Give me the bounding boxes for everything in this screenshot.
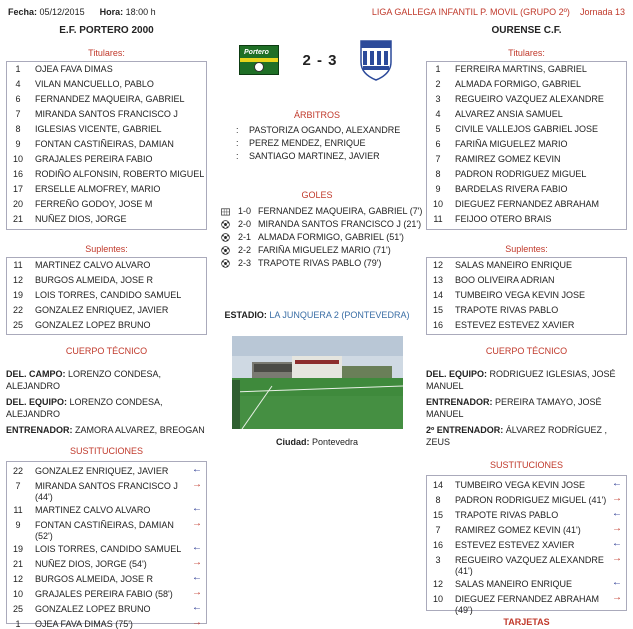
sub-name[interactable]: GONZALEZ LOPEZ BRUNO (35, 604, 151, 614)
goles-title: GOLES (301, 190, 333, 200)
hora-value: 18:00 h (125, 7, 156, 17)
player-name[interactable]: FONTAN CASTIÑEIRAS, DAMIAN (35, 139, 174, 149)
player-number: 25 (12, 320, 23, 330)
sub-name[interactable]: GRAJALES PEREIRA FABIO (58') (35, 589, 173, 599)
goal-score: 1-0 (238, 206, 252, 216)
home-staff-title: CUERPO TÉCNICO (65, 346, 148, 356)
home-suplentes-section (6, 244, 207, 335)
sub-number: 10 (12, 589, 23, 599)
player-number: 14 (432, 290, 443, 300)
referee-name: PASTORIZA OGANDO, ALEXANDRE (249, 125, 401, 135)
referee-row (216, 137, 418, 150)
away-tarjetas-section (426, 617, 627, 627)
player-number: 16 (432, 320, 443, 330)
date-time (8, 7, 156, 17)
sub-number: 1 (15, 619, 21, 629)
substitution-row[interactable] (7, 479, 206, 503)
arbitros-list (216, 124, 418, 163)
player-number: 8 (435, 169, 441, 179)
arrow-left-icon: ← (192, 572, 202, 583)
staff-name: ZAMORA ALVAREZ, BREOGAN (72, 425, 205, 435)
goal-row (216, 231, 418, 244)
sub-number: 10 (432, 594, 443, 604)
player-number: 9 (15, 139, 21, 149)
ball-icon (221, 246, 230, 255)
sub-number: 15 (432, 510, 443, 520)
player-name[interactable]: FEIJOO OTERO BRAIS (455, 214, 552, 224)
sub-number: 16 (432, 540, 443, 550)
player-row[interactable] (7, 288, 206, 303)
sub-name[interactable]: LOIS TORRES, CANDIDO SAMUEL (35, 544, 182, 554)
player-name[interactable]: BOO OLIVEIRA ADRIAN (455, 275, 555, 285)
player-row[interactable] (427, 92, 626, 107)
staff-role: 2º ENTRENADOR: (426, 425, 504, 435)
sub-name[interactable]: PADRON RODRIGUEZ MIGUEL (41') (455, 495, 607, 505)
player-number: 7 (435, 154, 441, 164)
home-titulares-list (6, 61, 207, 230)
player-name[interactable]: GONZALEZ ENRIQUEZ, JAVIER (35, 305, 169, 315)
colon: : (236, 125, 239, 135)
substitution-row[interactable] (427, 478, 626, 493)
fecha-label: Fecha: (8, 7, 38, 17)
player-row[interactable] (427, 152, 626, 167)
jornada: Jornada 13 (579, 7, 625, 17)
estadio-label: ESTADIO: (224, 310, 267, 320)
player-name[interactable]: GONZALEZ LOPEZ BRUNO (35, 320, 151, 330)
goal-scorer: FARIÑA MIGUELEZ MARIO (71') (258, 245, 391, 255)
sub-name[interactable]: SALAS MANEIRO ENRIQUE (455, 579, 573, 589)
referee-name: PEREZ MENDEZ, ENRIQUE (249, 138, 366, 148)
hora-label: Hora: (99, 7, 124, 17)
staff-row (426, 424, 627, 448)
player-row[interactable] (7, 107, 206, 122)
arrow-left-icon: ← (192, 602, 202, 613)
substitution-row[interactable] (7, 617, 206, 629)
substitution-row[interactable] (427, 493, 626, 508)
substitution-row[interactable] (7, 587, 206, 602)
substitution-row[interactable] (7, 464, 206, 479)
sub-number: 19 (12, 544, 23, 554)
league-name[interactable]: LIGA GALLEGA INFANTIL P. MOVIL (GRUPO 2º) (371, 7, 570, 17)
arrow-left-icon: ← (612, 577, 622, 588)
away-team-logo[interactable] (358, 38, 394, 82)
away-suplentes-section (426, 244, 627, 335)
player-row[interactable] (7, 137, 206, 152)
player-number: 15 (432, 305, 443, 315)
player-row[interactable] (427, 167, 626, 182)
staff-row (426, 368, 627, 392)
arrow-right-icon: → (192, 557, 202, 568)
player-name[interactable]: BARDELAS RIVERA FABIO (455, 184, 568, 194)
goal-scorer: FERNANDEZ MAQUEIRA, GABRIEL (7') (258, 206, 423, 216)
goal-scorer: ALMADA FORMIGO, GABRIEL (51') (258, 232, 404, 242)
goal-score: 2-3 (238, 258, 252, 268)
player-name[interactable]: TUMBEIRO VEGA KEVIN JOSE (455, 290, 586, 300)
player-row[interactable] (427, 212, 626, 227)
substitution-row[interactable] (427, 508, 626, 523)
player-number: 3 (435, 94, 441, 104)
sub-number: 14 (432, 480, 443, 490)
away-suplentes-title: Suplentes: (505, 244, 548, 254)
player-row[interactable] (7, 122, 206, 137)
ciudad-value: Pontevedra (311, 437, 359, 447)
arrow-right-icon: → (612, 523, 622, 534)
player-row[interactable] (427, 197, 626, 212)
sub-name[interactable]: GONZALEZ ENRIQUEZ, JAVIER (35, 466, 169, 476)
staff-role: DEL. EQUIPO: (426, 369, 488, 379)
goles-section (216, 190, 423, 270)
sub-number: 3 (435, 555, 441, 565)
arrow-right-icon: → (612, 592, 622, 603)
home-suplentes-title: Suplentes: (85, 244, 128, 254)
player-number: 4 (435, 109, 441, 119)
home-staff-list (6, 368, 207, 436)
goal-scorer: MIRANDA SANTOS FRANCISCO J (21') (258, 219, 422, 229)
home-team-name: E.F. PORTERO 2000 (59, 25, 154, 36)
player-number: 1 (435, 64, 441, 74)
staff-name: PEREIRA TAMAYO, JOSÉ MANUEL (426, 397, 602, 419)
staff-role: DEL. EQUIPO: (6, 397, 68, 407)
staff-name: LORENZO CONDESA, ALEJANDRO (6, 397, 163, 419)
player-row[interactable] (7, 62, 206, 77)
home-staff-section (6, 346, 207, 440)
arrow-left-icon: ← (192, 542, 202, 553)
player-row[interactable] (427, 77, 626, 92)
staff-role: ENTRENADOR: (426, 397, 493, 407)
substitution-row[interactable] (7, 572, 206, 587)
ciudad-label: Ciudad: (275, 437, 310, 447)
player-name[interactable]: DIEGUEZ FERNANDEZ ABRAHAM (455, 199, 600, 209)
player-row[interactable] (427, 122, 626, 137)
goal-net-icon (221, 207, 230, 216)
player-row[interactable] (427, 258, 626, 273)
player-name[interactable]: VILAN MANCUELLO, PABLO (35, 79, 154, 89)
away-subs-title: SUSTITUCIONES (489, 460, 563, 470)
player-name[interactable]: FERNANDEZ MAQUEIRA, GABRIEL (35, 94, 185, 104)
match-header (8, 7, 625, 21)
player-name[interactable]: ERSELLE ALMOFREY, MARIO (35, 184, 161, 194)
home-titulares-title: Titulares: (88, 48, 125, 58)
away-titulares-list (426, 61, 627, 230)
away-staff-section (426, 346, 627, 452)
sub-name[interactable]: OJEA FAVA DIMAS (75') (35, 619, 133, 629)
substitution-row[interactable] (427, 523, 626, 538)
estadio-link[interactable]: LA JUNQUERA 2 (PONTEVEDRA) (269, 310, 410, 320)
player-row[interactable] (7, 77, 206, 92)
player-number: 10 (432, 199, 443, 209)
player-name[interactable]: FERREÑO GODOY, JOSE M (35, 199, 153, 209)
sub-number: 12 (12, 574, 23, 584)
sub-name[interactable]: MARTINEZ CALVO ALVARO (35, 505, 151, 515)
staff-row (6, 424, 207, 436)
sub-number: 11 (13, 505, 23, 515)
staff-row (6, 396, 207, 420)
substitution-row[interactable] (427, 553, 626, 577)
player-name[interactable]: OJEA FAVA DIMAS (35, 64, 113, 74)
player-name[interactable]: IGLESIAS VICENTE, GABRIEL (35, 124, 162, 134)
player-name[interactable]: GRAJALES PEREIRA FABIO (35, 154, 153, 164)
player-number: 9 (435, 184, 441, 194)
player-name[interactable]: LOIS TORRES, CANDIDO SAMUEL (35, 290, 182, 300)
arbitros-title: ÁRBITROS (293, 110, 340, 120)
player-number: 4 (15, 79, 21, 89)
player-name[interactable]: ESTEVEZ ESTEVEZ XAVIER (455, 320, 575, 330)
substitution-row[interactable] (427, 538, 626, 553)
away-suplentes-list (426, 257, 627, 335)
player-number: 10 (12, 154, 23, 164)
player-number: 17 (12, 184, 23, 194)
player-name[interactable]: RAMIREZ GOMEZ KEVIN (455, 154, 561, 164)
player-row[interactable] (7, 258, 206, 273)
staff-role: DEL. CAMPO: (6, 369, 66, 379)
goal-score: 2-1 (238, 232, 252, 242)
sub-name[interactable]: FONTAN CASTIÑEIRAS, DAMIAN (52') (35, 520, 174, 541)
substitution-row[interactable] (7, 503, 206, 518)
home-team-logo[interactable]: Portero (239, 45, 279, 75)
colon: : (236, 151, 239, 161)
league-info (372, 7, 625, 17)
player-name[interactable]: FERREIRA MARTINS, GABRIEL (455, 64, 587, 74)
substitution-row[interactable] (427, 592, 626, 616)
sub-name[interactable]: BURGOS ALMEIDA, JOSE R (35, 574, 154, 584)
away-team-name: OURENSE C.F. (491, 25, 562, 36)
arrow-right-icon: → (192, 617, 202, 628)
player-name[interactable]: SALAS MANEIRO ENRIQUE (455, 260, 573, 270)
sub-number: 9 (15, 520, 21, 530)
colon: : (236, 138, 239, 148)
player-row[interactable] (7, 303, 206, 318)
sub-name[interactable]: REGUEIRO VAZQUEZ ALEXANDRE (41') (455, 555, 604, 576)
sub-name[interactable]: RAMIREZ GOMEZ KEVIN (41') (455, 525, 581, 535)
goal-row (216, 257, 418, 270)
home-subs-section (6, 446, 207, 629)
staff-name: ÁLVAREZ RODRÍGUEZ , ZEUS (426, 425, 607, 447)
player-name[interactable]: BURGOS ALMEIDA, JOSE R (35, 275, 154, 285)
away-subs-section (426, 460, 627, 615)
player-name[interactable]: ALVAREZ ANSIA SAMUEL (455, 109, 563, 119)
player-number: 5 (435, 124, 441, 134)
player-name[interactable]: NUÑEZ DIOS, JORGE (35, 214, 127, 224)
sub-name[interactable]: NUÑEZ DIOS, JORGE (54') (35, 559, 147, 569)
arrow-left-icon: ← (192, 464, 202, 475)
player-row[interactable] (7, 273, 206, 288)
arrow-right-icon: → (612, 493, 622, 504)
player-row[interactable] (427, 273, 626, 288)
player-name[interactable]: FARIÑA MIGUELEZ MARIO (455, 139, 568, 149)
sub-name[interactable]: DIEGUEZ FERNANDEZ ABRAHAM (49') (455, 594, 600, 615)
arrow-right-icon: → (192, 479, 202, 490)
sub-name[interactable]: TUMBEIRO VEGA KEVIN JOSE (455, 480, 586, 490)
goal-row (216, 205, 423, 218)
goal-row (216, 218, 422, 231)
staff-row (6, 368, 207, 392)
stadium-photo (232, 336, 403, 429)
away-titulares-title: Titulares: (508, 48, 545, 58)
home-titulares-section (6, 48, 207, 230)
player-row[interactable] (427, 288, 626, 303)
arrow-right-icon: → (612, 553, 622, 564)
player-name[interactable]: PADRON RODRIGUEZ MIGUEL (455, 169, 587, 179)
match-score: 2 - 3 (302, 52, 338, 69)
player-row[interactable] (427, 137, 626, 152)
staff-role: ENTRENADOR: (6, 425, 73, 435)
player-row[interactable] (427, 318, 626, 333)
player-name[interactable]: MIRANDA SANTOS FRANCISCO J (35, 109, 178, 119)
home-suplentes-list (6, 257, 207, 335)
player-row[interactable] (7, 318, 206, 333)
goal-score: 2-0 (238, 219, 252, 229)
substitution-row[interactable] (427, 577, 626, 592)
player-row[interactable] (7, 197, 206, 212)
player-name[interactable]: TRAPOTE RIVAS PABLO (455, 305, 559, 315)
away-staff-title: CUERPO TÉCNICO (485, 346, 568, 356)
player-number: 19 (12, 290, 23, 300)
ball-icon (254, 62, 264, 72)
player-row[interactable] (427, 107, 626, 122)
home-subs-list (6, 461, 207, 629)
arrow-left-icon: ← (612, 538, 622, 549)
staff-name: LORENZO CONDESA, ALEJANDRO (6, 369, 162, 391)
staff-name: RODRIGUEZ IGLESIAS, JOSÉ MANUEL (426, 369, 616, 391)
player-row[interactable] (7, 92, 206, 107)
estadio-row (216, 310, 418, 320)
player-number: 20 (12, 199, 23, 209)
player-number: 22 (12, 305, 23, 315)
player-number: 11 (13, 260, 23, 270)
home-subs-title: SUSTITUCIONES (69, 446, 143, 456)
sub-name[interactable]: MIRANDA SANTOS FRANCISCO J (44') (35, 481, 178, 502)
fecha-value: 05/12/2015 (39, 7, 85, 17)
staff-row (426, 396, 627, 420)
away-subs-list (426, 475, 627, 615)
substitution-row[interactable] (7, 518, 206, 542)
sub-name[interactable]: ESTEVEZ ESTEVEZ XAVIER (455, 540, 575, 550)
player-number: 16 (12, 169, 23, 179)
referee-row (216, 124, 418, 137)
sub-number: 12 (432, 579, 443, 589)
sub-number: 22 (12, 466, 23, 476)
goal-scorer: TRAPOTE RIVAS PABLO (79') (258, 258, 382, 268)
player-number: 12 (12, 275, 23, 285)
ball-icon (221, 233, 230, 242)
player-row[interactable] (7, 182, 206, 197)
player-name[interactable]: CIVILE VALLEJOS GABRIEL JOSE (455, 124, 599, 134)
sub-number: 21 (12, 559, 23, 569)
arbitros-section (216, 110, 418, 163)
sub-number: 8 (435, 495, 441, 505)
player-number: 1 (15, 64, 21, 74)
player-number: 8 (15, 124, 21, 134)
sub-number: 25 (12, 604, 23, 614)
goles-list (216, 205, 423, 270)
away-staff-list (426, 368, 627, 448)
sub-name[interactable]: TRAPOTE RIVAS PABLO (455, 510, 559, 520)
ciudad-row (216, 437, 418, 447)
player-name[interactable]: REGUEIRO VAZQUEZ ALEXANDRE (455, 94, 604, 104)
tarjetas-title: TARJETAS (503, 617, 550, 627)
player-row[interactable] (427, 303, 626, 318)
goal-score: 2-2 (238, 245, 252, 255)
player-name[interactable]: ALMADA FORMIGO, GABRIEL (455, 79, 582, 89)
substitution-row[interactable] (7, 542, 206, 557)
arrow-left-icon: ← (612, 508, 622, 519)
player-number: 13 (432, 275, 443, 285)
substitution-row[interactable] (7, 602, 206, 617)
player-number: 11 (433, 214, 443, 224)
sub-number: 7 (15, 481, 21, 491)
ball-icon (221, 220, 230, 229)
player-number: 2 (435, 79, 441, 89)
referee-name: SANTIAGO MARTINEZ, JAVIER (249, 151, 380, 161)
player-row[interactable] (7, 167, 206, 182)
referee-row (216, 150, 418, 163)
player-row[interactable] (427, 62, 626, 77)
player-number: 6 (435, 139, 441, 149)
player-number: 6 (15, 94, 21, 104)
away-titulares-section (426, 48, 627, 230)
player-row[interactable] (427, 182, 626, 197)
arrow-right-icon: → (192, 518, 202, 529)
player-name[interactable]: MARTINEZ CALVO ALVARO (35, 260, 151, 270)
ball-icon (221, 259, 230, 268)
goal-row (216, 244, 418, 257)
sub-number: 7 (435, 525, 441, 535)
player-row[interactable] (7, 152, 206, 167)
player-row[interactable] (7, 212, 206, 227)
arrow-right-icon: → (192, 587, 202, 598)
substitution-row[interactable] (7, 557, 206, 572)
player-number: 21 (12, 214, 23, 224)
arrow-left-icon: ← (612, 478, 622, 489)
player-name[interactable]: RODIÑO ALFONSIN, ROBERTO MIGUEL (35, 169, 205, 179)
arrow-left-icon: ← (192, 503, 202, 514)
player-number: 7 (15, 109, 21, 119)
player-number: 12 (432, 260, 443, 270)
